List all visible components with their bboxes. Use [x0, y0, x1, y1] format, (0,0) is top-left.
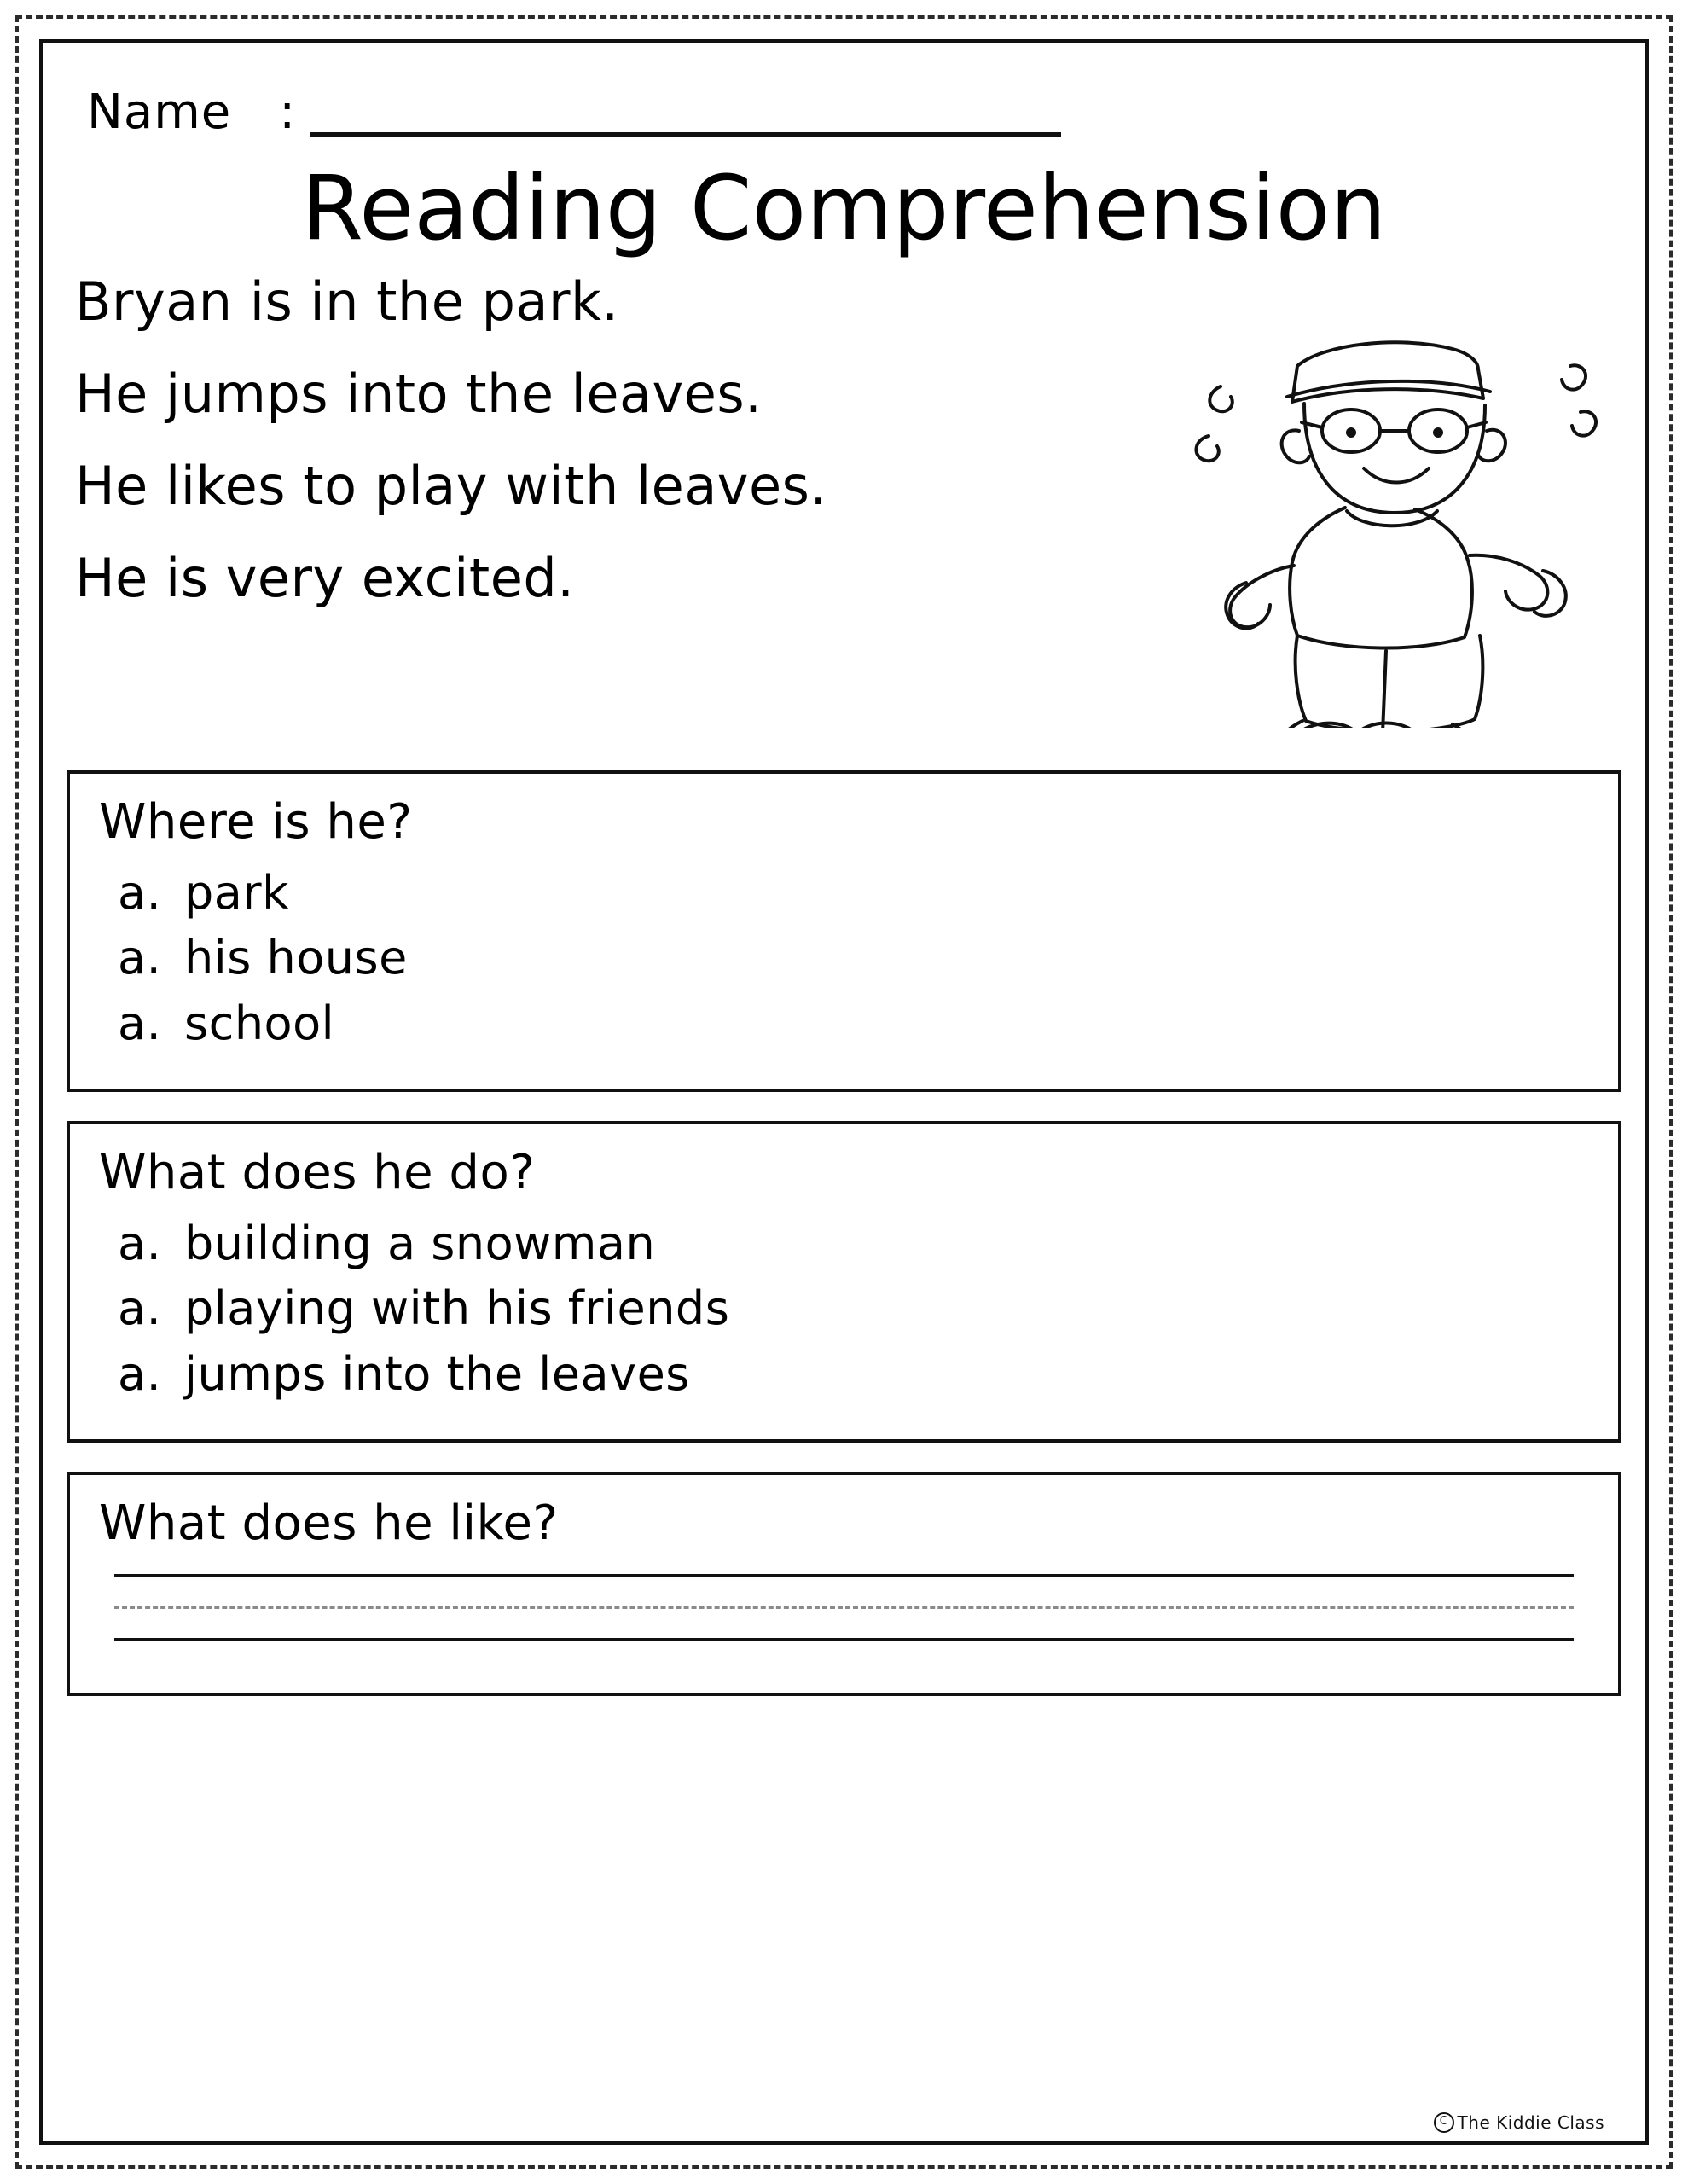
choice-label: building a snowman [184, 1216, 656, 1270]
question-prompt: What does he like? [99, 1496, 559, 1552]
copyright-icon: C [1434, 2112, 1454, 2133]
choice-marker: a. [118, 1281, 162, 1336]
answer-choice[interactable] [99, 1346, 1589, 1401]
passage-text [67, 270, 1218, 610]
question-box-2 [67, 1121, 1621, 1443]
writing-line-dashed[interactable] [114, 1606, 1574, 1609]
passage-line: He jumps into the leaves. [75, 363, 763, 426]
question-prompt: Where is he? [99, 794, 413, 851]
name-row [67, 55, 1621, 140]
page-title: Reading Comprehension [301, 156, 1387, 260]
passage-line: He is very excited. [75, 547, 575, 610]
choice-label: playing with his friends [184, 1281, 730, 1336]
choice-marker: a. [118, 931, 162, 985]
choice-label: park [184, 865, 289, 920]
name-colon: : [279, 84, 296, 140]
question-box-1 [67, 770, 1621, 1092]
choice-marker: a. [118, 1216, 162, 1270]
writing-line-solid[interactable] [114, 1638, 1574, 1641]
choice-label: his house [184, 931, 408, 985]
passage-section [67, 270, 1621, 770]
answer-choice[interactable] [99, 932, 1589, 984]
boy-jumping-into-leaves-icon [1169, 284, 1613, 728]
choice-marker: a. [118, 996, 162, 1050]
answer-choice[interactable] [99, 998, 1589, 1049]
writing-line-solid[interactable] [114, 1574, 1574, 1577]
passage-line: He likes to play with leaves. [75, 455, 827, 518]
answer-choice[interactable] [99, 1283, 1589, 1334]
name-input-blank[interactable] [310, 124, 1061, 136]
answer-choice[interactable] [99, 865, 1589, 920]
credit-footer [1434, 2112, 1604, 2133]
passage-line: Bryan is in the park. [75, 270, 619, 334]
worksheet-content [67, 55, 1621, 2133]
choice-label: jumps into the leaves [184, 1346, 690, 1401]
choice-label: school [184, 996, 335, 1050]
choice-marker: a. [118, 1346, 162, 1401]
name-label: Name [87, 84, 232, 140]
answer-choice[interactable] [99, 1218, 1589, 1269]
credit-label: The Kiddie Class [1457, 2112, 1604, 2133]
open-response-box [67, 1472, 1621, 1696]
choice-marker: a. [118, 865, 162, 920]
question-prompt: What does he do? [99, 1145, 536, 1201]
